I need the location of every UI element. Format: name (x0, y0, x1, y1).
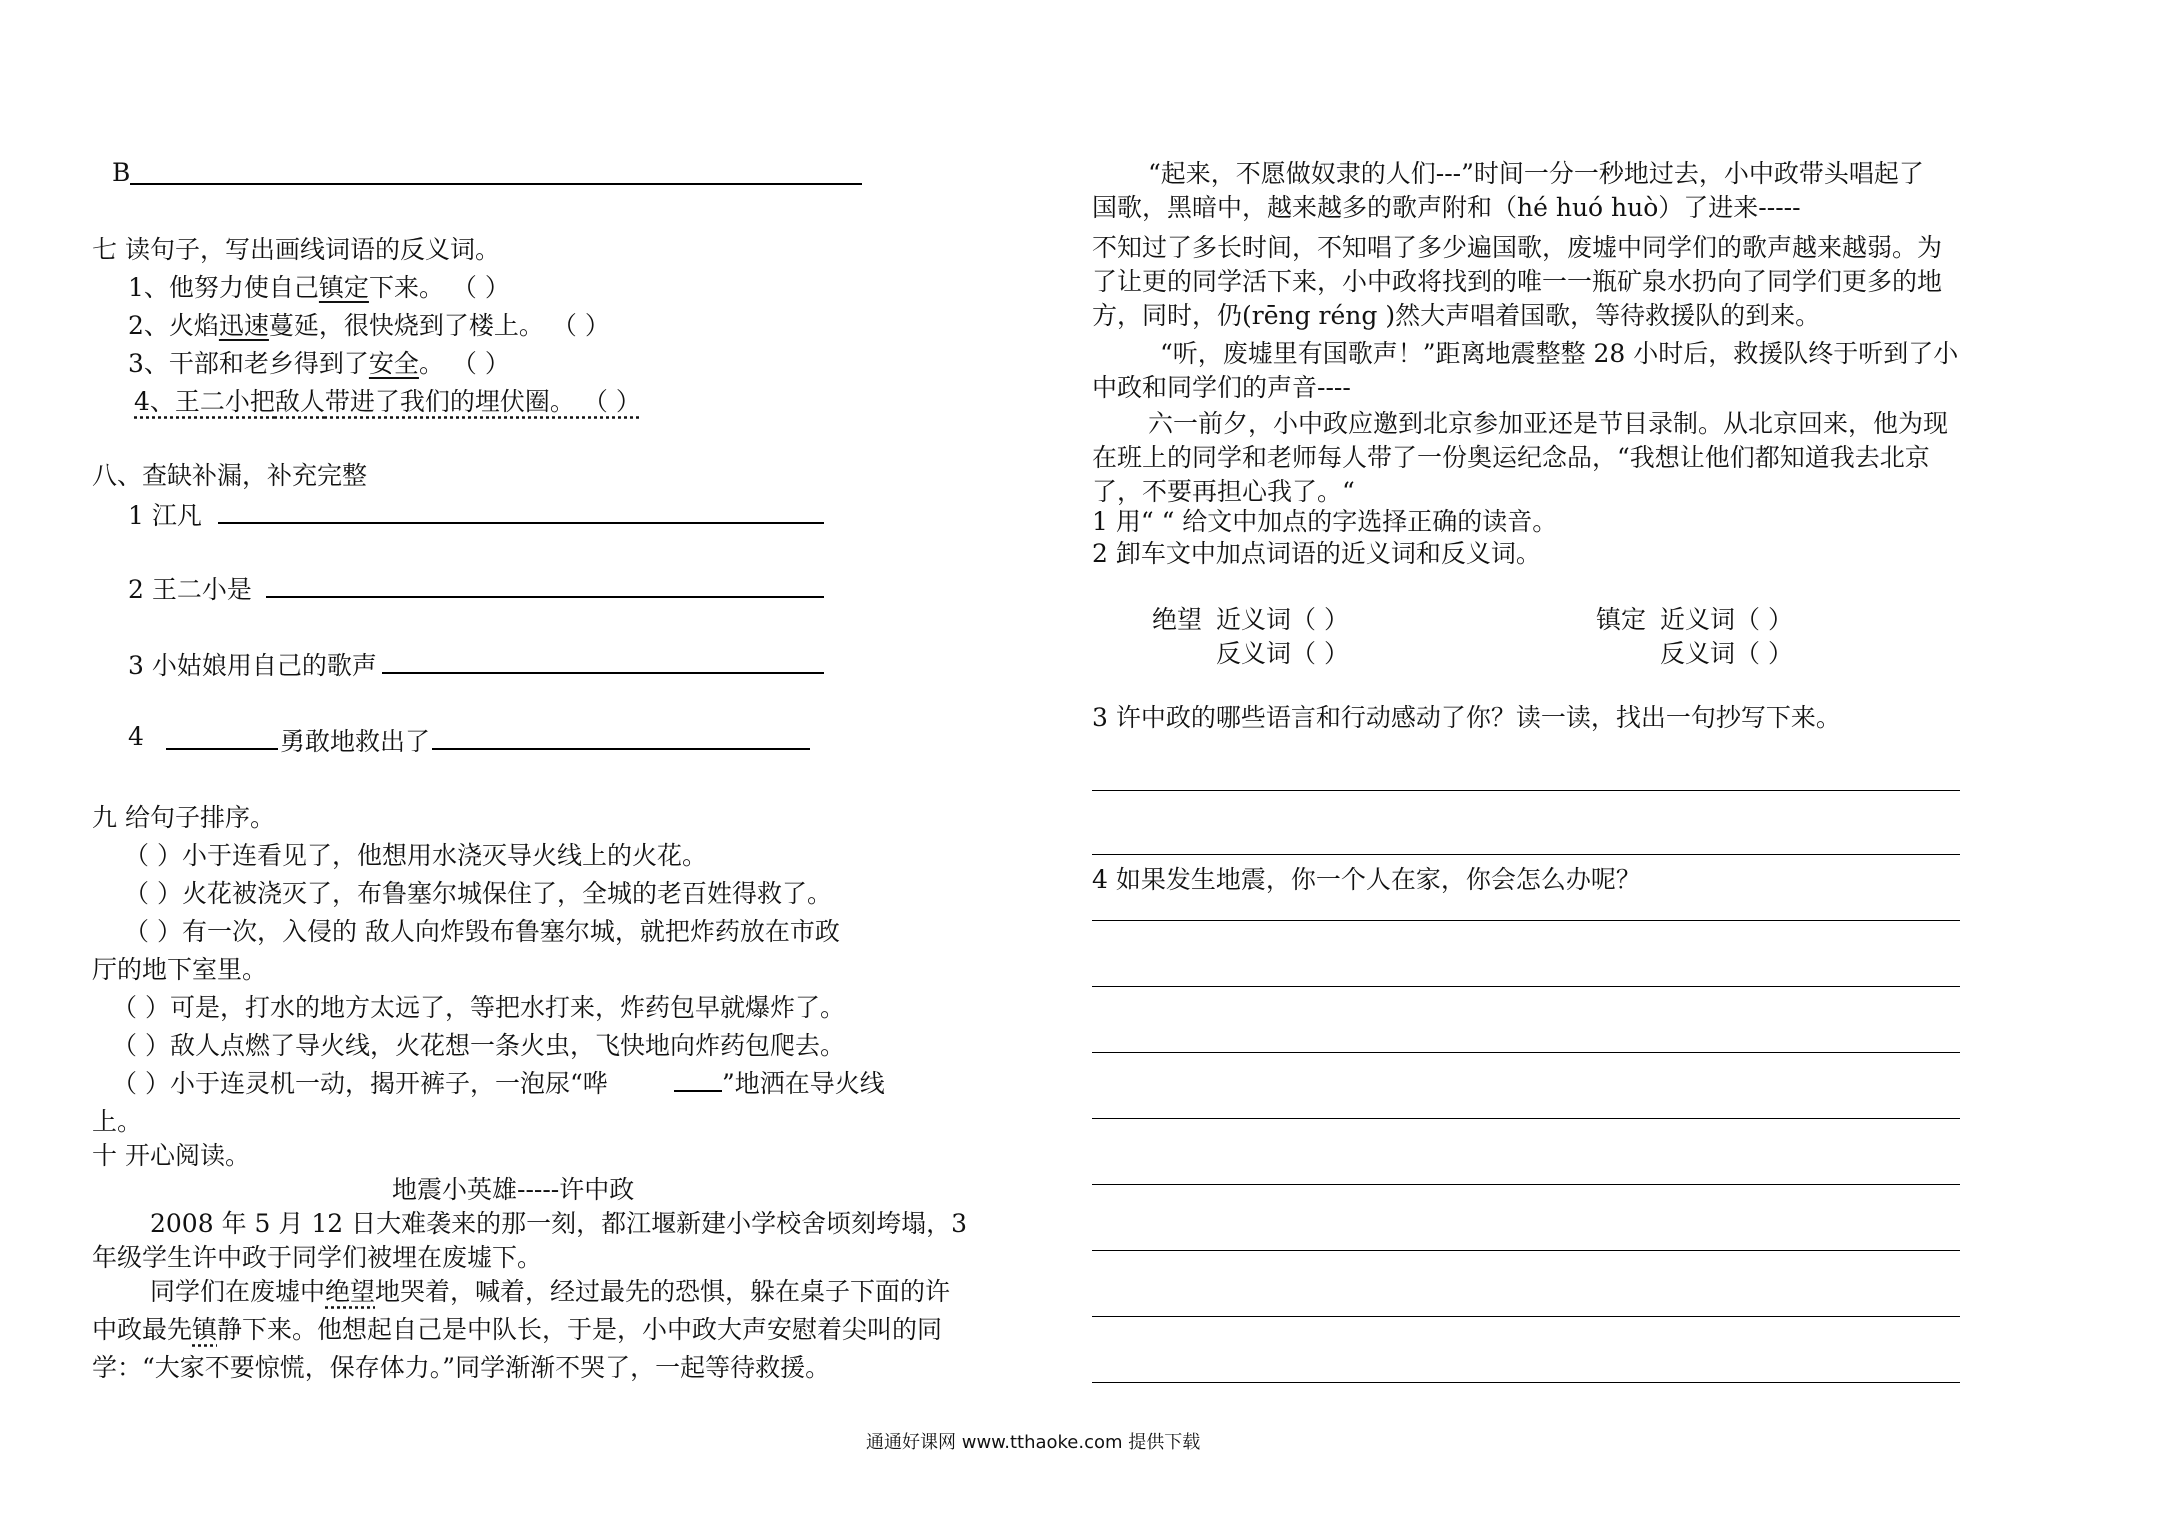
q4-answer-line-4[interactable] (1092, 1118, 1960, 1119)
word-1-antonym: 反义词（ ） (1216, 639, 1349, 668)
q1: 1 用“ “ 给文中加点的字选择正确的读音。 (1092, 507, 1558, 536)
word-2-antonym: 反义词（ ） (1660, 639, 1793, 668)
story-line-4: 中政最先镇静下来。他想起自己是中队长，于是，小中政大声安慰着尖叫的同 (92, 1315, 943, 1344)
word-1-synonym: 近义词（ ） (1216, 605, 1349, 634)
s9-blank[interactable] (674, 1090, 722, 1092)
q4-answer-line-3[interactable] (1092, 1052, 1960, 1053)
q4-answer-line-5[interactable] (1092, 1184, 1960, 1185)
s9-item-6-tail: ”地洒在导火线 (722, 1069, 885, 1098)
story-line-3: 同学们在废墟中绝望地哭着，喊着，经过最先的恐惧，躲在桌子下面的许 (150, 1277, 951, 1306)
s9-item-6-cont: 上。 (92, 1107, 143, 1136)
s9-item-2: （ ）火花被浇灭了，布鲁塞尔城保住了，全城的老百姓得救了。 (124, 879, 832, 908)
s8-item-2: 2 王二小是 (128, 575, 252, 604)
q3-answer-line-2[interactable] (1092, 854, 1960, 855)
story-line-5: 学：“大家不要惊慌，保存体力。”同学渐渐不哭了，一起等待救援。 (92, 1353, 831, 1382)
q2: 2 卸车文中加点词语的近义词和反义词。 (1092, 539, 1541, 568)
q3-answer-line-1[interactable] (1092, 790, 1960, 791)
q4-answer-line-2[interactable] (1092, 986, 1960, 987)
s9-item-5: （ ）敌人点燃了导火线，火花想一条火虫，飞快地向炸药包爬去。 (112, 1031, 845, 1060)
s8-answer-line-4a[interactable] (166, 748, 278, 750)
s8-item-4-mid: 勇敢地救出了 (280, 727, 431, 756)
story-title: 地震小英雄-----许中政 (392, 1175, 635, 1204)
s9-item-4: （ ）可是，打水的地方太远了，等把水打来，炸药包早就爆炸了。 (112, 993, 845, 1022)
s8-answer-line-2[interactable] (266, 596, 824, 598)
b-label: B (112, 158, 131, 187)
b-answer-line[interactable] (130, 183, 862, 185)
s8-answer-line-3[interactable] (382, 672, 824, 674)
s10-title: 十 开心阅读。 (92, 1141, 250, 1170)
s8-title: 八、查缺补漏，补充完整 (92, 461, 368, 490)
r-line-1: “起来，不愿做奴隶的人们---”时间一分一秒地过去，小中政带头唱起了 (1148, 159, 1924, 188)
s7-item-3: 3、干部和老乡得到了安全。 （ ） (128, 349, 510, 378)
s7-item-4: 4、王二小把敌人带进了我们的埋伏圈。 （ ） (134, 387, 641, 416)
r-line-3: 不知过了多长时间，不知唱了多少遍国歌，废墟中同学们的歌声越来越弱。为 (1092, 233, 1943, 262)
s9-item-3-cont: 厅的地下室里。 (92, 955, 268, 984)
footer-source: 通通好课网 www.tthaoke.com 提供下载 (866, 1432, 1201, 1453)
word-2: 镇定 (1596, 605, 1647, 634)
r-line-8: 六一前夕，小中政应邀到北京参加亚还是节目录制。从北京回来，他为现 (1148, 409, 1949, 438)
s8-item-4: 4 (128, 722, 144, 751)
r-line-9: 在班上的同学和老师每人带了一份奥运纪念品，“我想让他们都知道我去北京 (1092, 443, 1930, 472)
s9-title: 九 给句子排序。 (92, 803, 275, 832)
r-line-7: 中政和同学们的声音---- (1092, 373, 1351, 402)
s8-item-1: 1 江凡 (128, 501, 202, 530)
r-line-2: 国歌，黑暗中，越来越多的歌声附和（hé huó huò）了进来----- (1092, 193, 1801, 222)
s8-answer-line-4b[interactable] (432, 748, 810, 750)
q4-answer-line-8[interactable] (1092, 1382, 1960, 1383)
s8-answer-line-1[interactable] (218, 522, 824, 524)
s7-item-1: 1、他努力使自己镇定下来。 （ ） (128, 273, 510, 302)
r-line-6: “听，废墟里有国歌声！”距离地震整整 28 小时后，救援队终于听到了小 (1160, 339, 1959, 368)
q4-answer-line-7[interactable] (1092, 1316, 1960, 1317)
q3: 3 许中政的哪些语言和行动感动了你？读一读，找出一句抄写下来。 (1092, 703, 1841, 732)
story-line-2: 年级学生许中政于同学们被埋在废墟下。 (92, 1243, 543, 1272)
word-1: 绝望 (1152, 605, 1203, 634)
r-line-4: 了让更的同学活下来，小中政将找到的唯一一瓶矿泉水扔向了同学们更多的地 (1092, 267, 1943, 296)
q4: 4 如果发生地震，你一个人在家，你会怎么办呢？ (1092, 865, 1641, 894)
s8-item-3: 3 小姑娘用自己的歌声 (128, 651, 377, 680)
word-2-synonym: 近义词（ ） (1660, 605, 1793, 634)
q4-answer-line-6[interactable] (1092, 1250, 1960, 1251)
s9-item-6: （ ）小于连灵机一动，揭开裤子，一泡尿“哗 (112, 1069, 608, 1098)
r-line-5: 方，同时，仍(rēng réng )然大声唱着国歌，等待救援队的到来。 (1092, 301, 1821, 330)
s9-item-3: （ ）有一次，入侵的 敌人向炸毁布鲁塞尔城，就把炸药放在市政 (124, 917, 840, 946)
s9-item-1: （ ）小于连看见了，他想用水浇灭导火线上的火花。 (124, 841, 707, 870)
s7-title: 七 读句子，写出画线词语的反义词。 (92, 235, 500, 264)
q4-answer-line-1[interactable] (1092, 920, 1960, 921)
story-line-1: 2008 年 5 月 12 日大难袭来的那一刻，都江堰新建小学校舍顷刻垮塌，3 (150, 1209, 967, 1238)
r-line-10: 了，不要再担心我了。“ (1092, 477, 1355, 506)
s7-item-2: 2、火焰迅速蔓延，很快烧到了楼上。 （ ） (128, 311, 610, 340)
